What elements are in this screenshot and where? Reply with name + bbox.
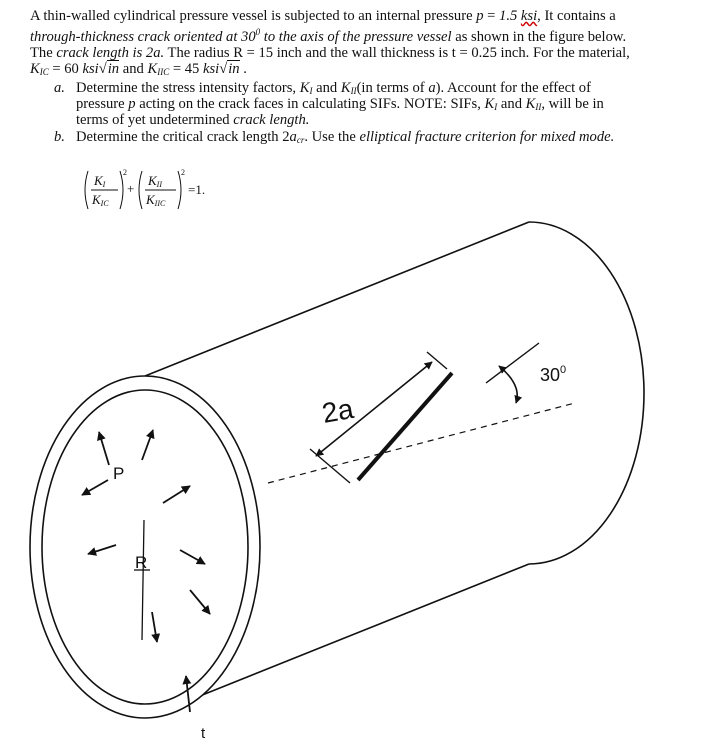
qa-text-3: (in terms of [356,79,429,96]
angle-label [540,364,566,385]
crack-dimension-tick-left [310,449,350,483]
formula-exponent-2: 2 [181,168,185,177]
qa-text-9: terms of yet undetermined [76,112,234,129]
qa-k2-b: K [525,95,536,112]
formula-k2-sub: II [156,180,162,189]
qa-text-8: , will be in [541,95,604,112]
formula-k1-sub: I [102,180,106,189]
cylinder-outer-rim [30,376,260,718]
formula-kic: K [92,192,101,207]
qb-text-1: Determine the critical crack length 2 [76,129,290,146]
kiic-value: = 45 [169,61,203,78]
radius-label: R [135,553,148,572]
qa-k1-sub: I [309,85,313,96]
crack-length-label: 2a [319,392,356,429]
question-a-label: a. [54,79,65,96]
degree-mark: 0 [255,27,261,38]
cylinder-top-edge [145,222,529,376]
intro-text-2: , It contains a [537,8,616,24]
kic-unit: ksi [82,61,99,78]
kiic-symbol: K [147,61,158,78]
formula-plus: + [127,181,135,196]
cylinder-axis-dashed [268,403,575,483]
kic-subscript: IC [39,67,49,78]
kiic-unit: ksi [203,61,220,78]
crack-angle-reference-line [486,343,539,383]
kic-symbol: K [30,61,40,78]
formula-exponent-1: 2 [123,168,127,177]
qa-text-5: pressure [76,95,129,112]
qa-k2: K [340,79,351,96]
formula-kiic: K [146,192,155,207]
cylinder-far-end [529,222,644,564]
formula-k1: K [94,173,103,188]
kiic-sqrt-in: in [228,61,240,78]
crack-description: through-thickness crack oriented at 30 [30,29,256,46]
qa-k1: K [299,79,310,96]
qb-cr-sub: cr [296,135,305,146]
qb-a: a [289,129,297,146]
qa-text-6: acting on the crack faces in calculating SIFs. NOTE: SIFs, [135,95,485,112]
kiic-subscript: IIC [157,67,170,78]
kic-value: = 60 [48,61,83,78]
pressure-value: 1.5 [499,8,521,24]
qa-k1-b: K [484,95,495,112]
qa-text-4: ). Account for the effect of [435,79,591,96]
formula-kiic-sub: IIC [154,199,166,208]
formula-equals-one: =1. [188,182,206,197]
qa-k1-sub-b: I [494,101,498,112]
crack-line [358,373,452,480]
qb-text-3: elliptical fracture criterion for mixed mode. [359,129,615,146]
kic-sqrt-in: in [107,61,120,78]
formula-kic-sub: IC [100,199,109,208]
pressure-label: P [113,464,125,483]
qa-text-10: crack length. [233,112,310,129]
qa-text-2: and [312,79,341,96]
pressure-symbol: p [476,8,484,24]
qa-text-1: Determine the stress intensity factors, [76,79,300,96]
geometry-text: The radius R = 15 inch and the wall thickness is t = 0.25 inch. For the material, [164,45,630,62]
intro-text: A thin-walled cylindrical pressure vessel is subjected to an internal pressure [30,8,477,24]
crack-orientation: to the axis of the pressure vessel [260,29,452,46]
angle-value: 30 [540,365,561,385]
qa-text-7: and [497,95,526,112]
intro-equals: = [483,8,500,24]
qa-k2-sub: II [350,85,357,96]
qa-a-symbol: a [428,79,436,96]
intro-paragraph: A thin-walled cylindrical pressure vessel is subjected to an internal pressure p = 1.5 ksi, It contains a through-thickness crack oriented at $30^0$ to the axis of the pressure vessel as shown in the figure below. The crack length is 2a. The radius R = 15 inch and the wall thickness is t = 0.25 inch. For the material, $K_{IC} = 60$ ksi√in and $K_{IIC} = 45$ ksi√in . [30,8,630,78]
thickness-label: t [201,725,206,742]
qa-k2-sub-b: II [535,101,542,112]
angle-degree: 0 [560,364,567,376]
intro-the: The [30,45,57,62]
figure-reference: as shown in the figure below. [451,29,627,46]
pressure-unit: ksi [520,8,538,24]
formula-k2: K [148,173,157,188]
question-b-label: b. [54,129,65,146]
intro-end: . [239,61,247,78]
intro-and: and [119,61,148,78]
crack-dimension-tick-right [427,352,447,369]
qa-p-symbol: p [128,95,136,112]
qb-text-2: . Use the [304,129,360,146]
crack-length-text: crack length is 2a. [56,45,165,62]
